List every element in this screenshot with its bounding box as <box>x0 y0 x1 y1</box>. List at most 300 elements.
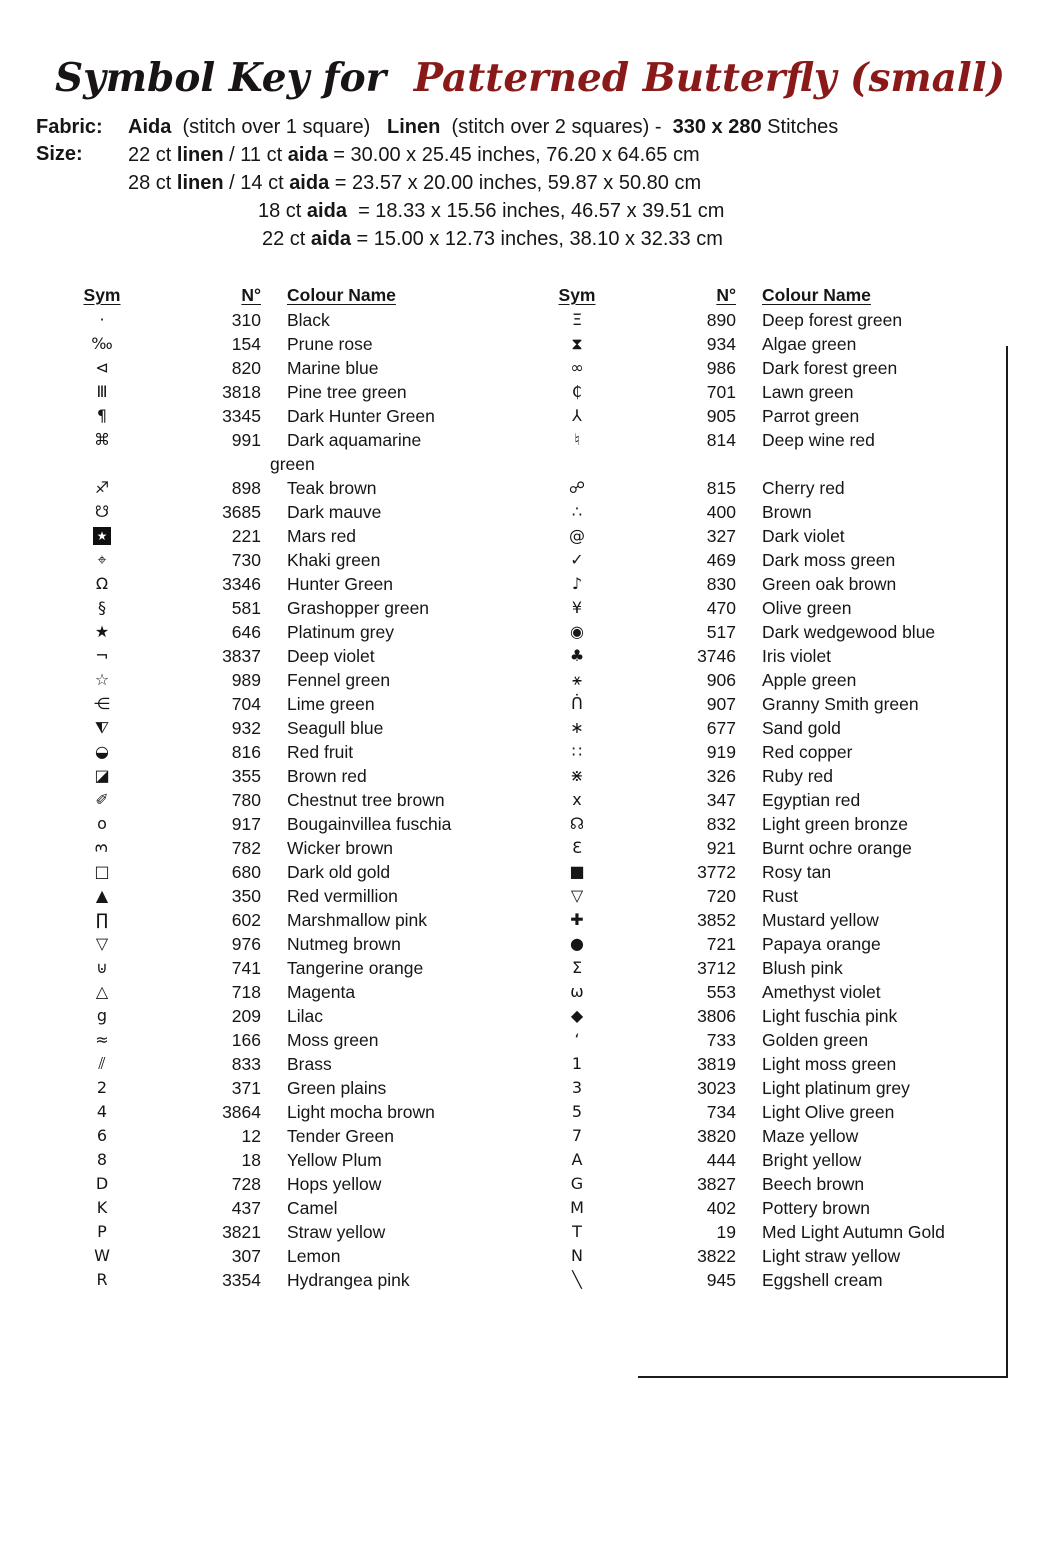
key-row <box>75 1052 511 1076</box>
key-row <box>75 1148 511 1172</box>
colour-name: Seagull blue <box>287 718 384 738</box>
thread-number: 816 <box>231 742 261 762</box>
thread-number: 934 <box>706 334 736 354</box>
key-row <box>75 572 511 596</box>
symbol-glyph-char: 4 <box>96 1102 108 1121</box>
colour-name: Algae green <box>762 334 857 354</box>
colour-name: Hops yellow <box>287 1174 382 1194</box>
symbol-glyph-char: 3 <box>92 842 111 854</box>
symbol-glyph-char: ∴ <box>571 502 583 521</box>
thread-number: 820 <box>231 358 261 378</box>
colour-name: Green oak brown <box>762 574 897 594</box>
symbol-glyph-char: 1 <box>571 1054 583 1073</box>
colour-name: Dark old gold <box>287 862 391 882</box>
thread-number: 3345 <box>222 406 261 426</box>
colour-name: Light green bronze <box>762 814 908 834</box>
key-row <box>550 980 1010 1004</box>
thread-number: 780 <box>231 790 261 810</box>
symbol-glyph <box>75 668 129 692</box>
thread-number: 517 <box>706 622 736 642</box>
symbol-glyph-char: ╲ <box>572 1270 582 1289</box>
symbol-glyph-char: D <box>95 1174 109 1193</box>
symbol-glyph-char: ∷ <box>571 742 583 761</box>
symbol-glyph <box>75 380 129 404</box>
thread-number: 898 <box>231 478 261 498</box>
thread-number: 402 <box>706 1198 736 1218</box>
symbol-glyph-char: ✐ <box>95 790 109 809</box>
fabric-label: Fabric: <box>36 116 103 138</box>
key-row <box>550 428 1010 452</box>
symbol-glyph-char: ∗ <box>570 718 584 737</box>
symbol-glyph <box>75 1172 129 1196</box>
colour-name: Wicker brown <box>287 838 393 858</box>
bottom-border-rule <box>638 1376 1008 1378</box>
key-row <box>550 908 1010 932</box>
key-row <box>75 1028 511 1052</box>
symbol-glyph <box>75 764 129 788</box>
thread-number: 3819 <box>697 1054 736 1074</box>
key-row <box>75 332 511 356</box>
symbol-glyph <box>75 908 129 932</box>
key-row <box>550 1100 1010 1124</box>
size-line: 22 ct aida = 15.00 x 12.73 inches, 38.10 x 32.33 cm <box>262 228 723 250</box>
symbol-glyph-char: ◆ <box>570 1006 584 1025</box>
symbol-glyph-char: ⌖ <box>97 550 107 569</box>
symbol-glyph-char: ‰ <box>91 334 113 353</box>
symbol-glyph-char: ▲ <box>95 886 109 905</box>
key-row <box>550 1244 1010 1268</box>
colour-name: Parrot green <box>762 406 860 426</box>
symbol-glyph <box>550 1100 604 1124</box>
symbol-glyph-char: ✓ <box>570 550 584 569</box>
key-row <box>75 428 511 476</box>
symbol-glyph-char: @ <box>569 526 585 545</box>
symbol-glyph <box>75 1268 129 1292</box>
thread-number: 3821 <box>222 1222 261 1242</box>
symbol-glyph <box>75 884 129 908</box>
colour-name: Sand gold <box>762 718 841 738</box>
symbol-glyph-char: ∏ <box>95 910 109 929</box>
key-row <box>550 332 1010 356</box>
symbol-glyph-char: ≈ <box>95 1030 109 1049</box>
symbol-glyph-char: ⋲ <box>94 694 110 713</box>
colour-name-wrap: green <box>270 454 315 474</box>
thread-number: 444 <box>706 1150 736 1170</box>
thread-number: 704 <box>231 694 261 714</box>
symbol-glyph <box>75 572 129 596</box>
symbol-glyph-char: ◒ <box>95 742 109 761</box>
symbol-glyph-char: ♮ <box>574 430 580 449</box>
colour-name: Lime green <box>287 694 375 714</box>
key-row <box>550 524 1010 548</box>
fabric-size-info <box>0 114 1060 253</box>
symbol-glyph-char: ¶ <box>96 406 108 425</box>
key-rows-right <box>550 308 1010 1292</box>
thread-number: 209 <box>231 1006 261 1026</box>
colour-name: Green plains <box>287 1078 387 1098</box>
colour-name: Deep forest green <box>762 310 903 330</box>
thread-number: 3864 <box>222 1102 261 1122</box>
thread-number: 3023 <box>697 1078 736 1098</box>
symbol-glyph <box>75 620 129 644</box>
size-line: 28 ct linen / 14 ct aida = 23.57 x 20.00 inches, 59.87 x 50.80 cm <box>128 172 702 194</box>
size-lines <box>128 141 724 253</box>
thread-number: 782 <box>231 838 261 858</box>
symbol-glyph <box>550 740 604 764</box>
colour-name: Light mocha brown <box>287 1102 435 1122</box>
colour-name: Red fruit <box>287 742 354 762</box>
symbol-glyph-char: ω <box>570 982 584 1001</box>
key-row <box>550 1076 1010 1100</box>
key-row <box>550 1004 1010 1028</box>
key-row <box>550 836 1010 860</box>
colour-name: Amethyst violet <box>762 982 881 1002</box>
symbol-glyph-char: ⌘ <box>94 430 110 449</box>
colour-name: Prune rose <box>287 334 373 354</box>
symbol-glyph <box>550 1028 604 1052</box>
colour-name: Rust <box>762 886 798 906</box>
symbol-glyph-char: o <box>97 814 107 833</box>
key-table-left <box>75 283 511 1292</box>
fabric-row <box>36 114 1060 141</box>
symbol-glyph-char: W <box>94 1246 110 1265</box>
symbol-glyph <box>550 788 604 812</box>
key-row <box>75 1268 511 1292</box>
key-row <box>75 356 511 380</box>
symbol-glyph <box>550 692 604 716</box>
colour-name: Ruby red <box>762 766 834 786</box>
colour-name: Red vermillion <box>287 886 398 906</box>
symbol-glyph-char: ₵ <box>571 382 583 401</box>
colour-name: Light fuschia pink <box>762 1006 898 1026</box>
key-row <box>75 908 511 932</box>
thread-number: 307 <box>231 1246 261 1266</box>
symbol-glyph <box>75 1076 129 1100</box>
thread-number: 701 <box>706 382 736 402</box>
key-table-left-header <box>75 283 511 307</box>
symbol-glyph <box>75 1100 129 1124</box>
symbol-glyph-char: P <box>97 1222 107 1241</box>
colour-name: Deep violet <box>287 646 375 666</box>
thread-number: 154 <box>231 334 261 354</box>
thread-number: 989 <box>231 670 261 690</box>
colour-name: Med Light Autumn Gold <box>762 1222 945 1242</box>
symbol-glyph-char: ¥ <box>571 598 583 617</box>
symbol-glyph <box>75 860 129 884</box>
key-row <box>75 1100 511 1124</box>
symbol-glyph-char: Ξ <box>571 310 583 329</box>
symbol-glyph-char: x <box>572 790 582 809</box>
colour-name: Dark moss green <box>762 550 896 570</box>
colour-name: Mustard yellow <box>762 910 879 930</box>
key-rows-left <box>75 308 511 1292</box>
key-row <box>550 1028 1010 1052</box>
key-row <box>75 404 511 428</box>
symbol-glyph-char: ★ <box>94 622 110 641</box>
symbol-glyph <box>550 380 604 404</box>
symbol-glyph-char: ☊ <box>569 814 585 833</box>
symbol-glyph <box>550 1004 604 1028</box>
thread-number: 906 <box>706 670 736 690</box>
thread-number: 907 <box>706 694 736 714</box>
symbol-glyph <box>550 1172 604 1196</box>
symbol-glyph-char: △ <box>95 982 109 1001</box>
key-row <box>75 1004 511 1028</box>
colour-name: Grashopper green <box>287 598 430 618</box>
thread-number: 3837 <box>222 646 261 666</box>
key-row <box>75 1076 511 1100</box>
header-colour-name: Colour Name <box>762 285 871 305</box>
key-row <box>550 308 1010 332</box>
thread-number: 932 <box>231 718 261 738</box>
colour-name: Khaki green <box>287 550 381 570</box>
colour-name: Dark mauve <box>287 502 382 522</box>
thread-number: 3820 <box>697 1126 736 1146</box>
symbol-glyph-char: ● <box>570 934 584 953</box>
key-row <box>550 1052 1010 1076</box>
key-row <box>550 452 1010 476</box>
key-row <box>550 572 1010 596</box>
symbol-glyph <box>75 404 129 428</box>
symbol-glyph <box>550 596 604 620</box>
colour-name: Marine blue <box>287 358 379 378</box>
thread-number: 581 <box>231 598 261 618</box>
colour-name: Red copper <box>762 742 853 762</box>
symbol-glyph-char: ◪ <box>94 766 110 785</box>
key-row <box>550 1196 1010 1220</box>
key-row <box>75 1196 511 1220</box>
thread-number: 677 <box>706 718 736 738</box>
colour-name: Fennel green <box>287 670 391 690</box>
colour-name: Bougainvillea fuschia <box>287 814 452 834</box>
symbol-glyph <box>75 1028 129 1052</box>
symbol-glyph <box>550 500 604 524</box>
symbol-glyph <box>550 1076 604 1100</box>
key-row <box>75 308 511 332</box>
key-row <box>550 932 1010 956</box>
key-row <box>75 836 511 860</box>
symbol-glyph-char: ⧗ <box>571 334 583 353</box>
key-row <box>75 884 511 908</box>
key-row <box>75 692 511 716</box>
key-row <box>550 548 1010 572</box>
header-sym: Sym <box>558 285 596 305</box>
key-row <box>75 1220 511 1244</box>
thread-number: 921 <box>706 838 736 858</box>
key-row <box>75 644 511 668</box>
symbol-glyph-char: ◉ <box>570 622 584 641</box>
colour-name: Pottery brown <box>762 1198 870 1218</box>
symbol-glyph <box>550 356 604 380</box>
key-row <box>550 380 1010 404</box>
symbol-glyph-char: ✚ <box>570 910 584 929</box>
key-row <box>75 788 511 812</box>
symbol-glyph-char: A <box>571 1150 583 1169</box>
colour-name: Light platinum grey <box>762 1078 910 1098</box>
colour-name: Hunter Green <box>287 574 394 594</box>
key-row <box>550 500 1010 524</box>
thread-number: 945 <box>706 1270 736 1290</box>
symbol-glyph <box>75 548 129 572</box>
key-row <box>550 716 1010 740</box>
thread-number: 470 <box>706 598 736 618</box>
colour-name: Magenta <box>287 982 356 1002</box>
symbol-glyph <box>550 932 604 956</box>
header-number: N° <box>241 285 261 305</box>
thread-number: 830 <box>706 574 736 594</box>
key-row <box>75 548 511 572</box>
symbol-glyph <box>550 524 604 548</box>
symbol-glyph <box>550 716 604 740</box>
colour-name: Chestnut tree brown <box>287 790 445 810</box>
symbol-glyph <box>550 404 604 428</box>
symbol-glyph <box>75 308 129 332</box>
colour-name: Nutmeg brown <box>287 934 401 954</box>
colour-name: Hydrangea pink <box>287 1270 410 1290</box>
colour-name: Apple green <box>762 670 857 690</box>
size-line: 22 ct linen / 11 ct aida = 30.00 x 25.45 inches, 76.20 x 64.65 cm <box>128 144 700 166</box>
symbol-glyph-char: 8 <box>96 1150 108 1169</box>
symbol-glyph <box>75 1148 129 1172</box>
symbol-glyph-char: Ⅲ <box>96 382 108 401</box>
symbol-glyph <box>75 1124 129 1148</box>
thread-number: 469 <box>706 550 736 570</box>
thread-number: 553 <box>706 982 736 1002</box>
symbol-glyph <box>550 1124 604 1148</box>
colour-name: Platinum grey <box>287 622 394 642</box>
symbol-glyph-char: ★ <box>93 527 111 545</box>
colour-name: Cherry red <box>762 478 845 498</box>
thread-number: 310 <box>231 310 261 330</box>
symbol-glyph-char: ♣ <box>569 646 585 665</box>
symbol-glyph-char: 5 <box>571 1102 583 1121</box>
symbol-glyph <box>75 1004 129 1028</box>
thread-number: 221 <box>231 526 261 546</box>
symbol-glyph <box>550 668 604 692</box>
symbol-glyph <box>550 428 604 452</box>
thread-number: 3852 <box>697 910 736 930</box>
key-row <box>75 980 511 1004</box>
symbol-glyph <box>75 500 129 524</box>
thread-number: 166 <box>231 1030 261 1050</box>
symbol-glyph-char: · <box>99 310 105 329</box>
thread-number: 720 <box>706 886 736 906</box>
thread-number: 3806 <box>697 1006 736 1026</box>
symbol-glyph <box>550 1052 604 1076</box>
colour-name: Light straw yellow <box>762 1246 901 1266</box>
colour-name: Lilac <box>287 1006 323 1026</box>
thread-number: 733 <box>706 1030 736 1050</box>
thread-number: 919 <box>706 742 736 762</box>
symbol-glyph-char: M <box>570 1198 584 1217</box>
colour-name: Straw yellow <box>287 1222 386 1242</box>
key-row <box>550 692 1010 716</box>
colour-name: Golden green <box>762 1030 869 1050</box>
key-row <box>550 668 1010 692</box>
thread-number: 3712 <box>697 958 736 978</box>
symbol-glyph-char: □ <box>94 862 110 881</box>
symbol-glyph-char: Ɛ <box>572 838 582 857</box>
thread-number: 3827 <box>697 1174 736 1194</box>
thread-number: 3354 <box>222 1270 261 1290</box>
symbol-glyph <box>75 332 129 356</box>
thread-number: 718 <box>231 982 261 1002</box>
key-row <box>550 356 1010 380</box>
fabric-details: Aida (stitch over 1 square) Linen (stitch over 2 squares) - 330 x 280 Stitches <box>128 116 839 138</box>
symbol-glyph <box>75 932 129 956</box>
thread-number: 815 <box>706 478 736 498</box>
thread-number: 905 <box>706 406 736 426</box>
colour-name: Beech brown <box>762 1174 865 1194</box>
thread-number: 3822 <box>697 1246 736 1266</box>
key-row <box>75 716 511 740</box>
symbol-glyph <box>550 572 604 596</box>
thread-number: 814 <box>706 430 736 450</box>
page-title <box>0 52 1060 104</box>
colour-name: Camel <box>287 1198 338 1218</box>
symbol-glyph-char: 6 <box>96 1126 108 1145</box>
thread-number: 917 <box>231 814 261 834</box>
colour-name: Light Olive green <box>762 1102 895 1122</box>
symbol-glyph-char: Ω <box>95 574 109 593</box>
symbol-glyph <box>75 644 129 668</box>
key-row <box>550 620 1010 644</box>
symbol-glyph-char: G <box>570 1174 584 1193</box>
colour-name: Light moss green <box>762 1054 897 1074</box>
symbol-glyph-char: ⊲ <box>95 358 109 377</box>
symbol-glyph-char: N <box>571 1246 583 1265</box>
thread-number: 728 <box>231 1174 261 1194</box>
thread-number: 646 <box>231 622 261 642</box>
key-row <box>75 1244 511 1268</box>
symbol-glyph <box>75 716 129 740</box>
key-row <box>550 884 1010 908</box>
symbol-glyph-char: R <box>96 1270 108 1289</box>
symbol-glyph-char: 3 <box>571 1078 583 1097</box>
colour-name: Mars red <box>287 526 357 546</box>
colour-name: Teak brown <box>287 478 377 498</box>
colour-name: Tender Green <box>287 1126 395 1146</box>
symbol-glyph <box>550 836 604 860</box>
colour-name: Blush pink <box>762 958 843 978</box>
symbol-glyph <box>75 980 129 1004</box>
symbol-glyph <box>550 980 604 1004</box>
header-sym: Sym <box>83 285 121 305</box>
symbol-glyph-char: Σ <box>571 958 583 977</box>
thread-number: 890 <box>706 310 736 330</box>
key-row <box>75 620 511 644</box>
key-row <box>550 812 1010 836</box>
key-row <box>75 596 511 620</box>
symbol-glyph-char: ‘ <box>574 1030 580 1049</box>
symbol-glyph <box>550 332 604 356</box>
symbol-glyph <box>75 836 129 860</box>
thread-number: 734 <box>706 1102 736 1122</box>
key-row <box>550 860 1010 884</box>
thread-number: 730 <box>231 550 261 570</box>
size-label: Size: <box>36 143 83 165</box>
symbol-glyph <box>550 1196 604 1220</box>
key-row <box>550 404 1010 428</box>
symbol-glyph <box>75 356 129 380</box>
key-row <box>550 1148 1010 1172</box>
key-row <box>75 932 511 956</box>
colour-name: Yellow Plum <box>287 1150 382 1170</box>
thread-number: 437 <box>231 1198 261 1218</box>
colour-name: Maze yellow <box>762 1126 859 1146</box>
symbol-glyph-char: ♐ <box>94 478 110 497</box>
thread-number: 371 <box>231 1078 261 1098</box>
